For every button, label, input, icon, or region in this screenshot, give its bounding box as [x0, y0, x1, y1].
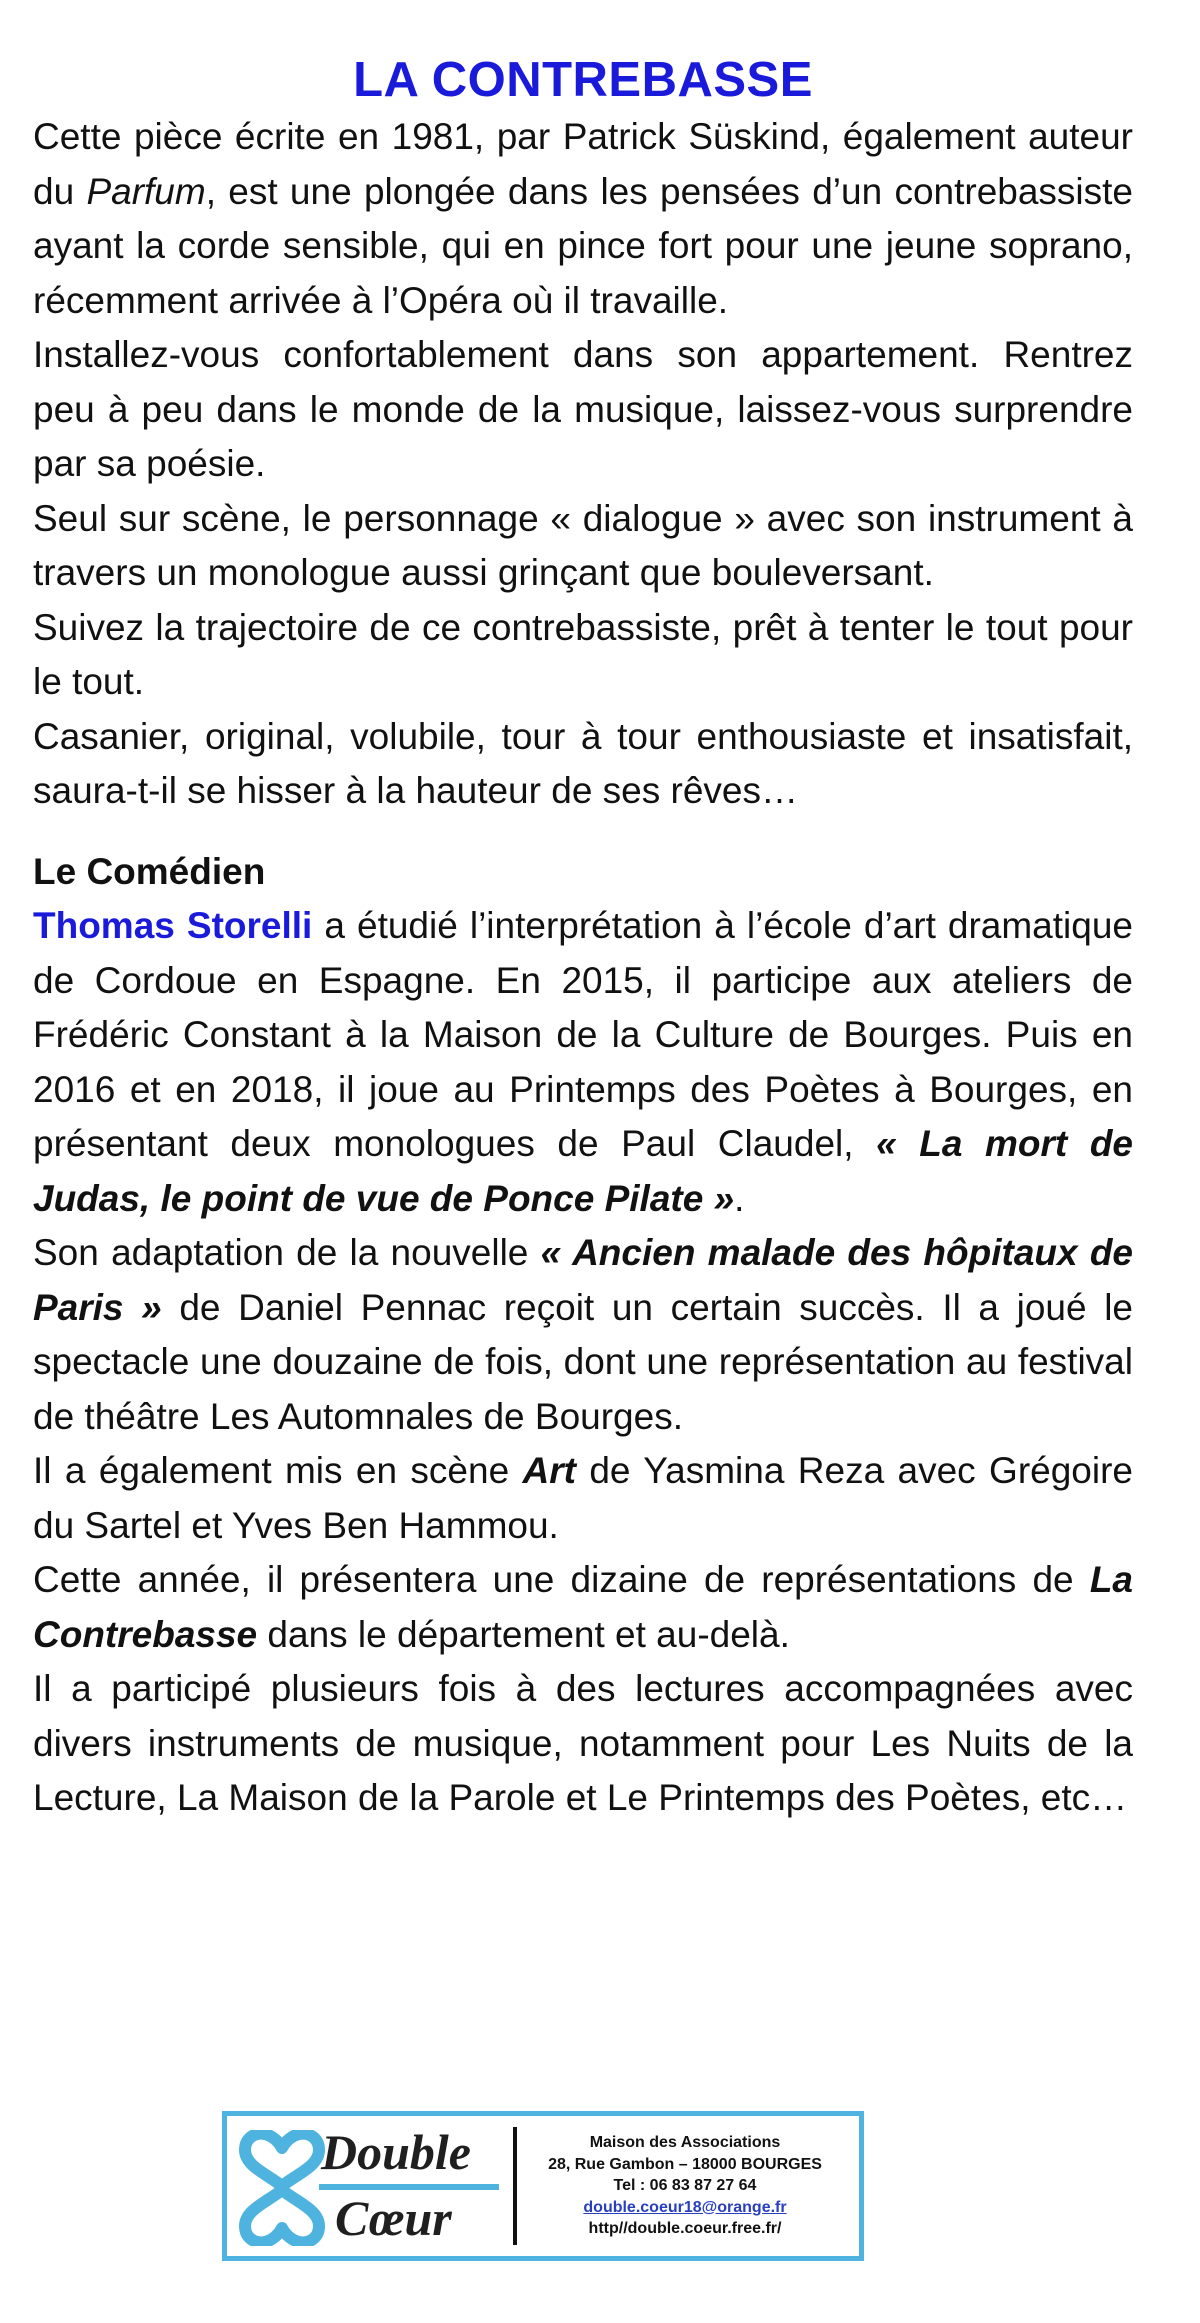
- actor-heading: Le Comédien: [33, 850, 266, 892]
- actor-paragraph-2: Son adaptation de la nouvelle « Ancien malade des hôpitaux de Paris » de Daniel Pennac reçoit un certain succès. Il a joué le spectacle une douzaine de fois, dont une représentation au festival de théâtre Les Automnales de Bourges.: [33, 1232, 1133, 1437]
- website-link[interactable]: http//double.coeur.free.fr/: [588, 2220, 782, 2238]
- art-title: Art: [522, 1450, 576, 1491]
- association-address: [517, 2132, 859, 2240]
- actor-paragraph-3: Il a également mis en scène Art de Yasmina Reza avec Grégoire du Sartel et Yves Ben Hammou.: [33, 1450, 1133, 1546]
- email-link[interactable]: double.coeur18@orange.fr: [583, 2198, 787, 2216]
- intro-paragraph-1: Cette pièce écrite en 1981, par Patrick Süskind, également auteur du Parfum, est une plongée dans les pensées d’un contrebassiste ayant la corde sensible, qui en pince fort pour une jeune soprano, récemment arrivée à l’Opéra où il travaille.: [33, 116, 1134, 321]
- street-address: 28, Rue Gambon – 18000 BOURGES: [548, 2155, 822, 2173]
- document-page: [33, 50, 1133, 2270]
- actor-paragraph-1: Thomas Storelli a étudié l’interprétation à l’école d’art dramatique de Cordoue en Espagne. En 2015, il participe aux ateliers de Frédéric Constant à la Maison de la Culture de Bourges. Puis en 2016 et en 2018, il joue au Printemps des Poètes à Bourges, en présentant deux monologues de Paul Claudel, « La mort de Judas, le point de vue de Ponce Pilate ».: [33, 905, 1133, 1219]
- intro-paragraph-3: Seul sur scène, le personnage « dialogue » avec son instrument à travers un monologue aussi grinçant que bouleversant.: [33, 497, 1133, 593]
- pennac-title: « Ancien malade des hôpitaux de Paris »: [33, 1232, 1133, 1328]
- intro-paragraph-4: Suivez la trajectoire de ce contrebassiste, prêt à tenter le tout pour le tout.: [33, 606, 1133, 702]
- intro-paragraph-5: Casanier, original, volubile, tour à tour enthousiaste et insatisfait, saura-t-il se hisser à la hauteur de ses rêves…: [33, 715, 1133, 811]
- phone-number: Tel : 06 83 87 27 64: [613, 2177, 757, 2195]
- logo-word-coeur: Cœur: [335, 2190, 452, 2246]
- double-coeur-logo: [235, 2120, 513, 2252]
- contrebasse-title: La Contrebasse: [33, 1559, 1133, 1655]
- association-footer: [222, 2111, 864, 2261]
- page-title: LA CONTREBASSE: [353, 53, 813, 107]
- claudel-title: « La mort de Judas, le point de vue de Ponce Pilate »: [33, 1123, 1133, 1219]
- actor-paragraph-4: Cette année, il présentera une dizaine de représentations de La Contrebasse dans le département et au-delà.: [33, 1559, 1133, 1655]
- actor-paragraph-5: Il a participé plusieurs fois à des lectures accompagnées avec divers instruments de musique, notamment pour Les Nuits de la Lecture, La Maison de la Parole et Le Printemps des Poètes, etc…: [33, 1668, 1133, 1818]
- actor-name: Thomas Storelli: [33, 905, 313, 946]
- org-name: Maison des Associations: [589, 2134, 781, 2152]
- intro-paragraph-2: Installez-vous confortablement dans son appartement. Rentrez peu à peu dans le monde de la musique, laissez-vous surprendre par sa poésie.: [33, 334, 1133, 484]
- parfum-title: Parfum: [86, 170, 206, 212]
- double-heart-icon: [237, 2130, 327, 2246]
- logo-word-double: Double: [321, 2124, 471, 2180]
